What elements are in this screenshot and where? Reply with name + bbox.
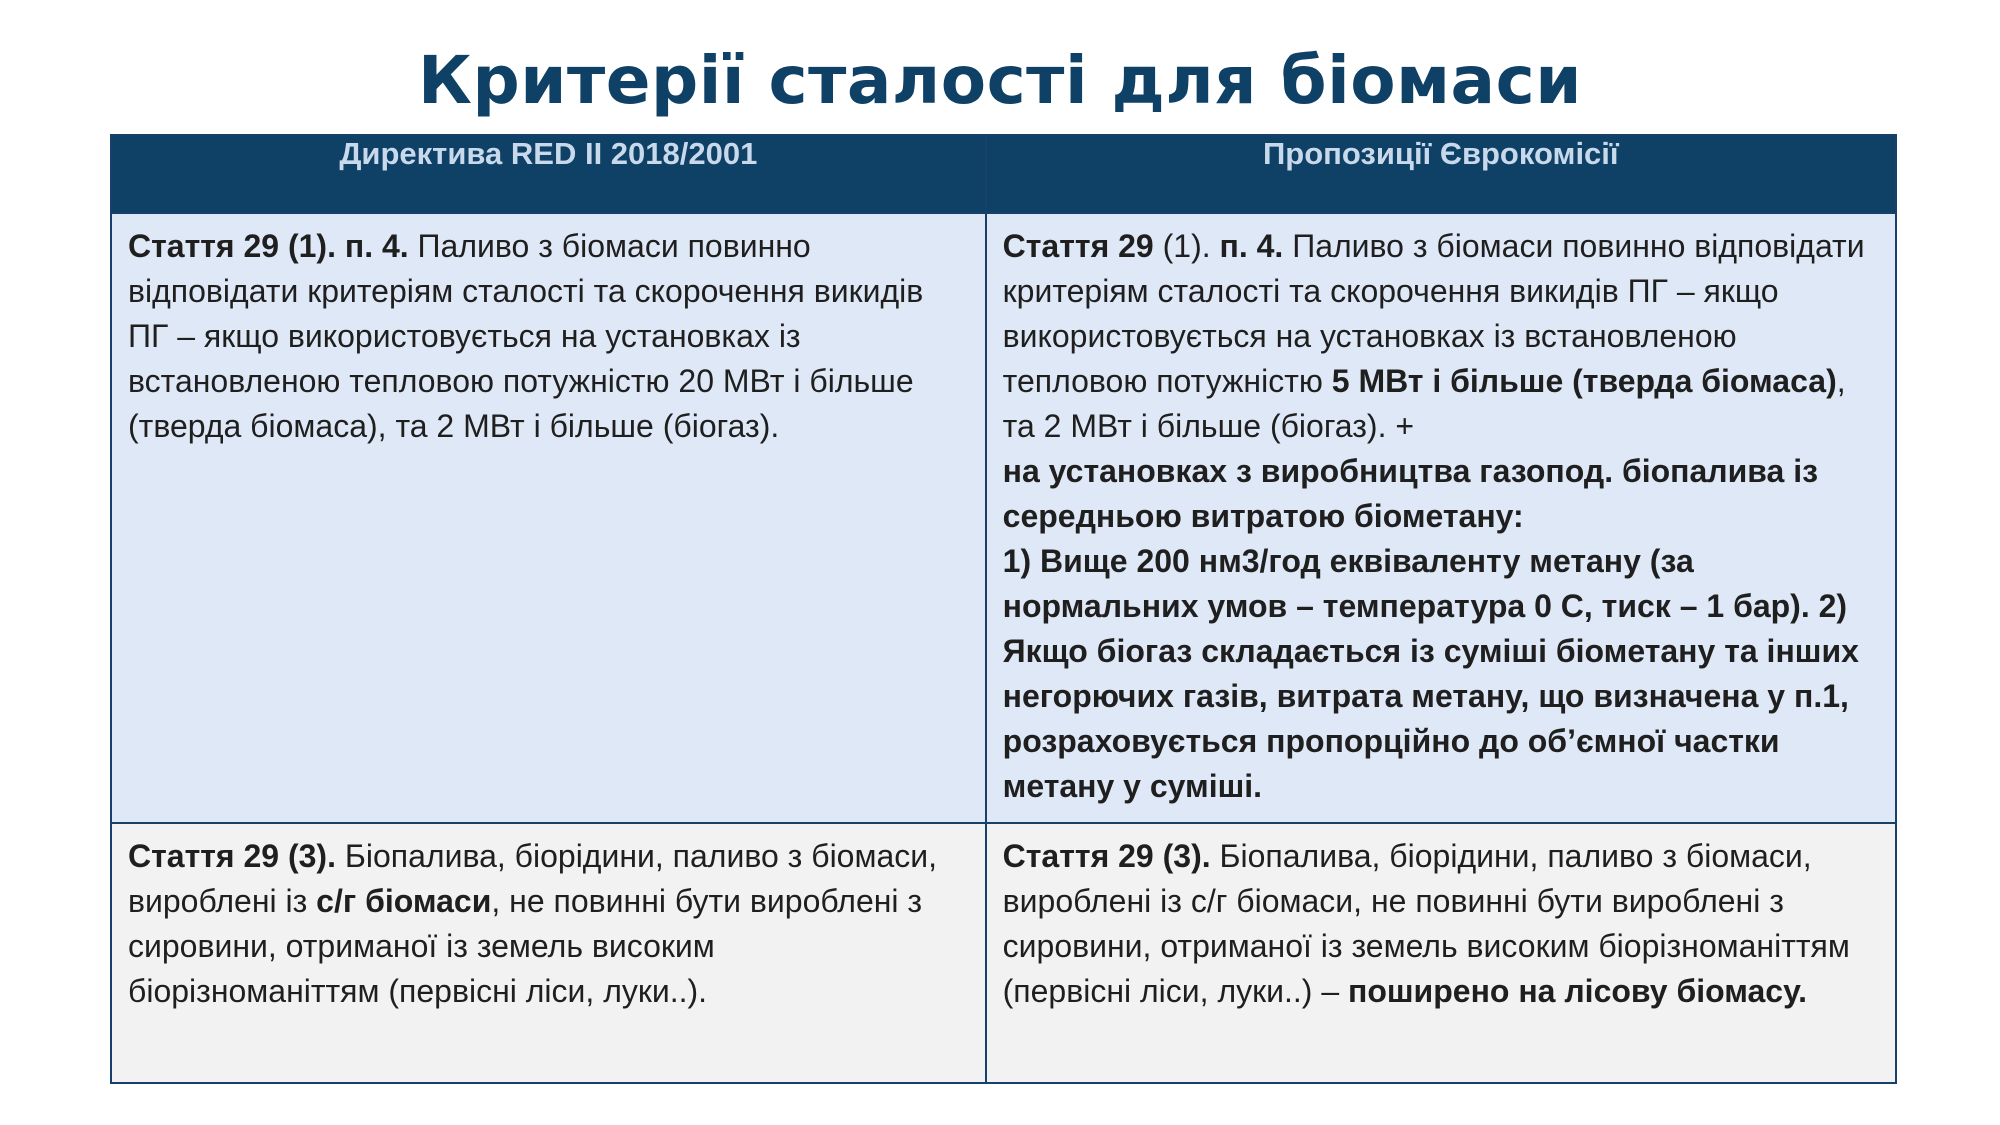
article-point: п. 4.	[1219, 228, 1284, 264]
cell-red-ii-art29-1	[111, 213, 986, 823]
highlight-text: 1) Вище 200 нм3/год еквіваленту метану (за нормальних умов – температура 0 С, тиск – 1 бар). 2) Якщо біогаз складається із суміші біометану та інших негорючих газів, витрата метану, що визначена у п.1, розраховується пропорційно до об’ємної частки метану у суміші.	[1002, 543, 1859, 804]
table-header-row	[111, 135, 1896, 213]
cell-text: Паливо з біомаси повинно відповідати критеріям сталості та скорочення викидів ПГ – якщо використовується на установках із встановленою тепловою потужністю	[1002, 228, 1865, 399]
highlight-text: с/г біомаси	[316, 883, 492, 919]
cell-ec-art29-1	[986, 213, 1896, 823]
table-row	[111, 213, 1896, 823]
cell-text: , не повинні бути вироблені з сировини, отриманої із земель високим біорізноманіттям (первісні ліси, луки..).	[128, 883, 923, 1009]
header-red-ii: Директива RED II 2018/2001	[111, 135, 986, 213]
highlight-text: поширено на лісову біомасу.	[1348, 973, 1807, 1009]
page-title: Критерії сталості для біомаси	[418, 42, 1582, 119]
cell-text: (1).	[1153, 228, 1220, 264]
article-ref: Стаття 29 (3).	[128, 838, 336, 874]
cell-text: , та 2 МВт і більше (біогаз). +	[1002, 363, 1846, 444]
article-ref: Стаття 29	[1002, 228, 1154, 264]
cell-text: Біопалива, біорідини, паливо з біомаси, вироблені із	[128, 838, 938, 919]
cell-red-ii-art29-3	[111, 823, 986, 1083]
highlight-text: на установках з виробництва газопод. біопалива із середньою витратою біометану:	[1002, 453, 1819, 534]
criteria-table	[110, 134, 1897, 1084]
article-ref: Стаття 29 (3).	[1002, 838, 1211, 874]
article-ref: Стаття 29 (1). п. 4.	[128, 228, 409, 264]
highlight-text: 5 МВт і більше (тверда біомаса)	[1331, 363, 1837, 399]
cell-text: Біопалива, біорідини, паливо з біомаси, вироблені із с/г біомаси, не повинні бути вироблені з сировини, отриманої із земель високим біорізноманіттям (первісні ліси, луки..) –	[1002, 838, 1850, 1009]
table-row	[111, 823, 1896, 1083]
cell-text: Паливо з біомаси повинно відповідати критеріям сталості та скорочення викидів ПГ – якщо використовується на установках із встановленою тепловою потужністю 20 МВт і більше (тверда біомаса), та 2 МВт і більше (біогаз).	[128, 228, 924, 444]
header-ec-proposals: Пропозиції Єврокомісії	[986, 135, 1896, 213]
cell-ec-art29-3	[986, 823, 1896, 1083]
